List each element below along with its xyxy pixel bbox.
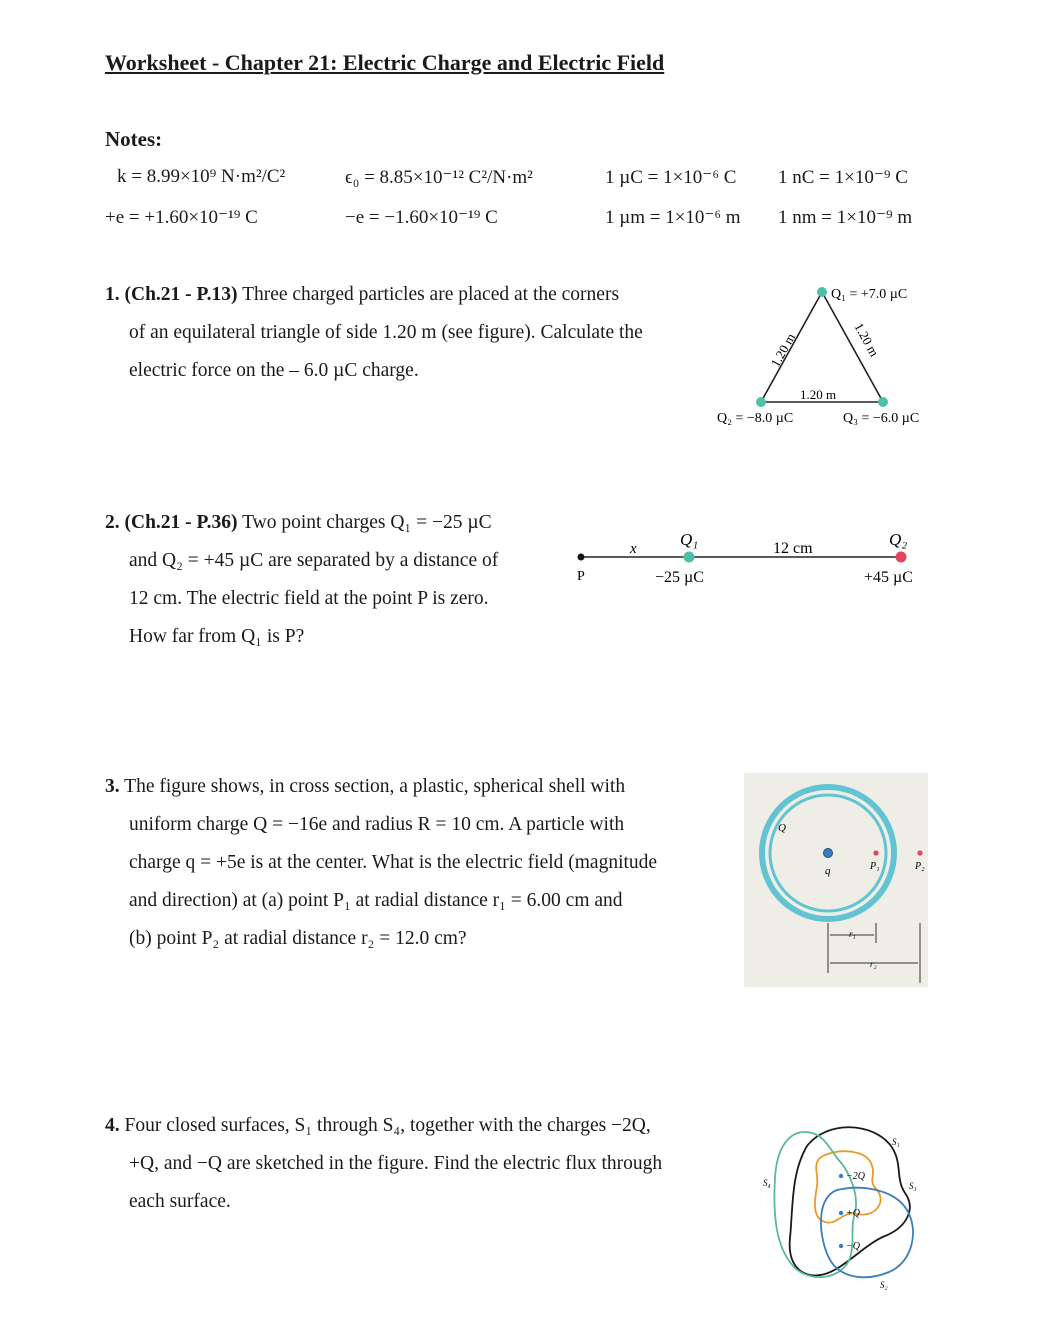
q2-line: How far from Q₁ is P? xyxy=(129,626,305,647)
note-epsilon: ϵ₀ = 8.85×10⁻¹² C²/N·m² xyxy=(345,167,533,188)
s2-label: S₂ xyxy=(880,1280,888,1290)
q3-line: The figure shows, in cross section, a plastic, spherical shell with xyxy=(124,776,626,797)
worksheet-title: Worksheet - Chapter 21: Electric Charge and Electric Field xyxy=(105,50,665,75)
q1-line: electric force on the – 6.0 µC charge. xyxy=(129,360,419,381)
s3-label: S₃ xyxy=(909,1181,917,1191)
q1-line: of an equilateral triangle of side 1.20 m (see figure). Calculate the xyxy=(129,322,643,343)
r1-label: r₁ xyxy=(849,929,856,939)
q4-number: 4. xyxy=(105,1115,120,1136)
charge-q3-dot xyxy=(878,397,888,407)
q2-label: Q₂ xyxy=(889,530,908,549)
distance-x-label: x xyxy=(630,541,637,557)
charge-plus-q-dot xyxy=(839,1211,843,1215)
surface-s1-outline xyxy=(790,1127,910,1275)
q2-line: and Q₂ = +45 µC are separated by a distance of xyxy=(129,550,499,571)
point-p-dot xyxy=(578,554,585,561)
note-micrometer: 1 µm = 1×10⁻⁶ m xyxy=(605,207,741,228)
q3-line: charge q = +5e is at the center. What is the electric field (magnitude xyxy=(129,852,658,873)
note-minus-e: −e = −1.60×10⁻¹⁹ C xyxy=(345,207,498,228)
question-2 xyxy=(105,504,498,656)
q1-value-label: −25 µC xyxy=(655,569,704,586)
line-charges-figure xyxy=(565,522,935,592)
gaussian-surfaces-figure xyxy=(755,1118,940,1298)
charge-plus-q-label: +Q xyxy=(846,1208,860,1219)
point-p-label: P xyxy=(577,569,585,584)
note-k: k = 8.99×10⁹ N·m²/C² xyxy=(117,166,286,187)
charge-minus-q-dot xyxy=(839,1244,843,1248)
shell-q-label: Q xyxy=(778,822,786,834)
question-4 xyxy=(105,1107,662,1221)
q1-dot xyxy=(684,552,695,563)
charge-q2-dot xyxy=(756,397,766,407)
note-microcoulomb: 1 µC = 1×10⁻⁶ C xyxy=(605,167,737,188)
note-nanocoulomb: 1 nC = 1×10⁻⁹ C xyxy=(778,167,908,188)
q1-label: Q₁ xyxy=(680,530,699,549)
charge-q3-label: Q₃ = −6.0 µC xyxy=(843,411,920,426)
q2-line: 12 cm. The electric field at the point P is zero. xyxy=(129,588,489,609)
side-right-label: 1.20 m xyxy=(851,320,883,360)
charge-minus-2q-dot xyxy=(839,1174,843,1178)
p1-label: P₁ xyxy=(870,861,880,872)
q3-line: (b) point P₂ at radial distance r₂ = 12.0 cm? xyxy=(129,928,467,949)
q3-number: 3. xyxy=(105,776,120,797)
p1-dot xyxy=(873,850,878,855)
p2-label: P₂ xyxy=(915,861,925,872)
note-plus-e: +e = +1.60×10⁻¹⁹ C xyxy=(105,207,258,228)
charge-q1-label: Q₁ = +7.0 µC xyxy=(831,287,908,302)
charge-q2-label: Q₂ = −8.0 µC xyxy=(717,411,794,426)
q4-line: +Q, and −Q are sketched in the figure. Find the electric flux through xyxy=(129,1153,663,1174)
notes-heading: Notes: xyxy=(105,127,163,151)
q3-line: uniform charge Q = −16e and radius R = 10 cm. A particle with xyxy=(129,814,625,835)
center-charge-dot xyxy=(824,849,833,858)
charge-q1-dot xyxy=(817,287,827,297)
note-nanometer: 1 nm = 1×10⁻⁹ m xyxy=(778,207,913,228)
q2-reference: (Ch.21 - P.36) xyxy=(124,512,238,533)
question-3 xyxy=(105,768,657,958)
r2-label: r₂ xyxy=(870,959,877,969)
p2-dot xyxy=(917,850,922,855)
question-1 xyxy=(105,276,643,390)
q2-dot xyxy=(896,552,907,563)
surface-s2-outline xyxy=(821,1188,913,1277)
side-bottom-label: 1.20 m xyxy=(800,387,837,402)
triangle-figure xyxy=(700,270,940,440)
s1-label: S₁ xyxy=(892,1137,900,1147)
distance-12cm-label: 12 cm xyxy=(773,540,813,557)
q1-reference: (Ch.21 - P.13) xyxy=(124,284,238,305)
q2-number: 2. xyxy=(105,512,120,533)
spherical-shell-figure xyxy=(744,773,928,987)
q2-line: Two point charges Q₁ = −25 µC xyxy=(242,512,492,533)
center-q-label: q xyxy=(825,865,831,877)
charge-minus-2q-label: −2Q xyxy=(846,1171,865,1182)
s4-label: S₄ xyxy=(763,1178,771,1188)
q3-line: and direction) at (a) point P₁ at radial distance r₁ = 6.00 cm and xyxy=(129,890,623,911)
q1-number: 1. xyxy=(105,284,120,305)
q1-line: Three charged particles are placed at the corners xyxy=(242,284,620,305)
q4-line: each surface. xyxy=(129,1191,231,1212)
side-left-label: 1.20 m xyxy=(767,330,799,370)
charge-minus-q-label: −Q xyxy=(846,1241,860,1252)
q4-line: Four closed surfaces, S₁ through S₄, together with the charges −2Q, xyxy=(124,1115,651,1136)
q2-value-label: +45 µC xyxy=(864,569,913,586)
